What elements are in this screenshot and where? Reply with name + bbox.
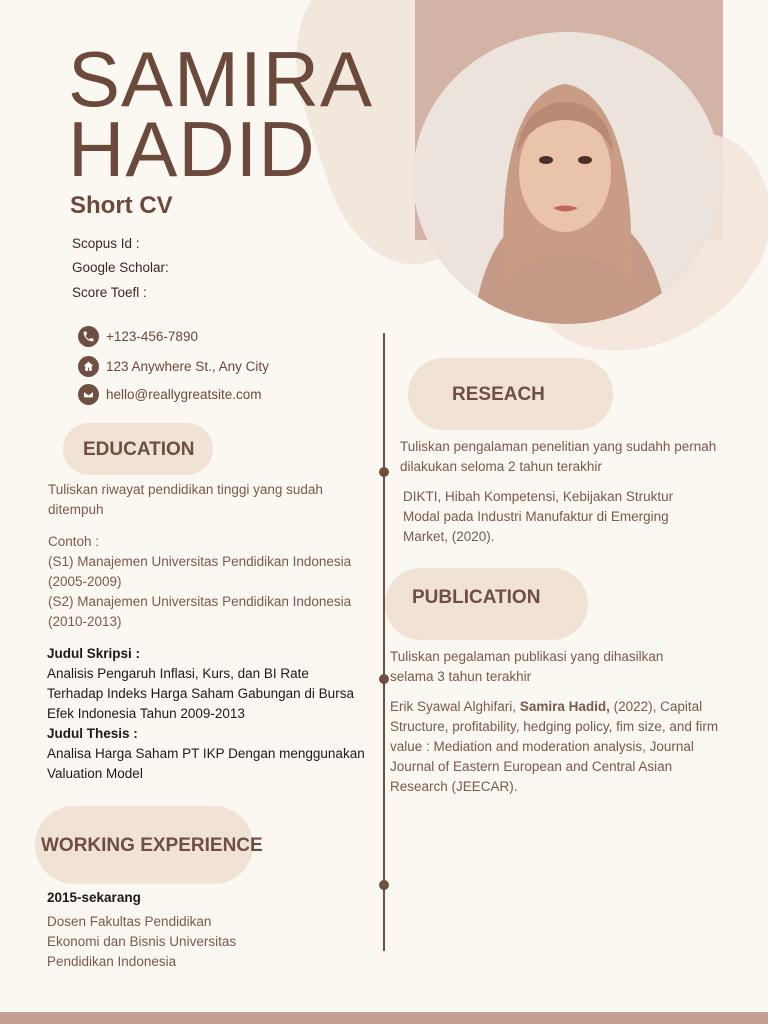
timeline-dot: [379, 467, 389, 477]
portrait-illustration: [413, 32, 721, 324]
education-s2: (S2) Manajemen Universitas Pendidikan Indonesia (2010-2013): [48, 594, 352, 629]
thesis-title: Analisa Harga Saham PT IKP Dengan menggunakan Valuation Model: [47, 746, 365, 781]
timeline-dot: [379, 674, 389, 684]
citation-coauthor: Erik Syawal Alghifari,: [390, 699, 520, 714]
research-item: DIKTI, Hibah Kompetensi, Kebijakan Struktur Modal pada Industri Manufaktur di Emerging Market, (2020).: [403, 489, 674, 544]
citation-details: (2022), Capital Structure, profitability, hedging policy, fim size, and firm value : Mediation and moderation analysis, Journal Journal of Eastern European and Central Asian Research (JEECAR).: [390, 699, 719, 794]
research-heading: RESEACH: [452, 384, 545, 405]
timeline-dot: [379, 880, 389, 890]
google-scholar-label: Google Scholar:: [72, 260, 169, 275]
education-intro: Tuliskan riwayat pendidikan tinggi yang sudah ditempuh: [48, 482, 323, 517]
person-name: [68, 35, 374, 193]
research-intro: Tuliskan pengalaman penelitian yang sudahh pernah dilakukan seloma 2 tahun terakhir: [400, 439, 717, 474]
education-heading: EDUCATION: [83, 439, 195, 460]
contact-address: [78, 356, 269, 377]
timeline-line: [383, 333, 385, 951]
email-address: hello@reallygreatsite.com: [106, 387, 262, 402]
publication-intro: Tuliskan pegalaman publikasi yang dihasilkan selama 3 tahun terakhir: [390, 649, 664, 684]
phone-icon: [78, 326, 99, 347]
phone-number: +123-456-7890: [106, 329, 198, 344]
mail-icon: [78, 384, 99, 405]
education-example-label: Contoh :: [48, 534, 100, 549]
experience-period: 2015-sekarang: [47, 890, 141, 905]
education-s1: (S1) Manajemen Universitas Pendidikan Indonesia (2005-2009): [48, 554, 352, 589]
first-name: SAMIRA: [68, 35, 374, 123]
skripsi-label: Judul Skripsi :: [47, 646, 141, 661]
document-subtitle: Short CV: [70, 192, 173, 219]
footer-bar: [0, 1012, 768, 1024]
contact-email: [78, 384, 262, 405]
education-list: [48, 532, 368, 632]
education-thesis-block: [47, 644, 367, 784]
publication-heading: PUBLICATION: [412, 587, 541, 608]
experience-position: Dosen Fakultas Pendidikan Ekonomi dan Bisnis Universitas Pendidikan Indonesia: [47, 914, 237, 969]
profile-photo: [413, 32, 721, 324]
last-name: HADID: [68, 105, 316, 193]
toefl-score-label: Score Toefl :: [72, 285, 147, 300]
skripsi-title: Analisis Pengaruh Inflasi, Kurs, dan BI Rate Terhadap Indeks Harga Saham Gabungan di Bursa Efek Indonesia Tahun 2009-2013: [47, 666, 354, 721]
thesis-label: Judul Thesis :: [47, 726, 138, 741]
contact-phone: [78, 326, 198, 347]
experience-heading: WORKING EXPERIENCE: [41, 835, 263, 856]
address-text: 123 Anywhere St., Any City: [106, 359, 269, 374]
scopus-id-label: Scopus Id :: [72, 236, 140, 251]
home-icon: [78, 356, 99, 377]
publication-citation: [390, 697, 730, 797]
citation-author-highlight: Samira Hadid,: [519, 699, 610, 714]
